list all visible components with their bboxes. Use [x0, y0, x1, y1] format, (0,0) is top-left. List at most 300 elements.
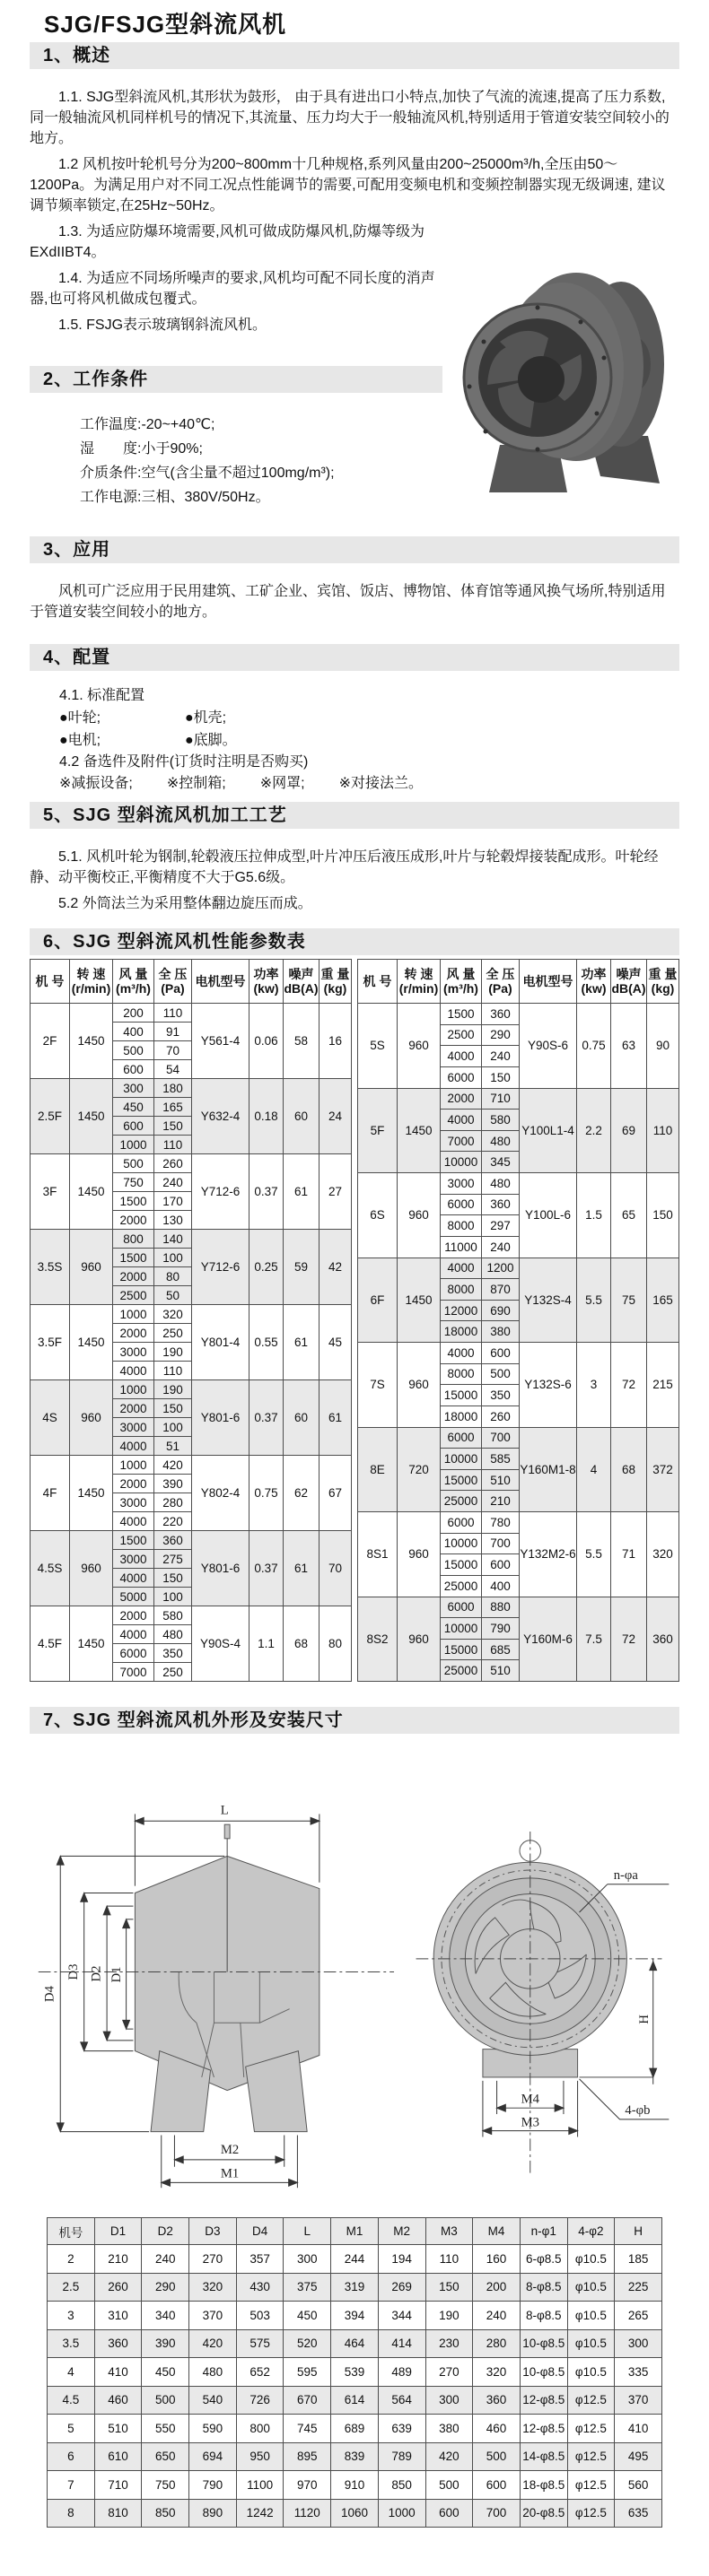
model-cell: 5S — [358, 1004, 398, 1089]
model-cell: 6F — [358, 1258, 398, 1343]
perf-table-right-body — [358, 1004, 679, 1682]
airflow-cell: 15000 — [441, 1639, 482, 1660]
dim-cell: 300 — [615, 2329, 662, 2358]
power-cell: 0.06 — [249, 1004, 284, 1079]
dim-cell: 344 — [378, 2302, 425, 2330]
motor-cell: Y801-6 — [192, 1380, 249, 1456]
airflow-cell: 4000 — [441, 1110, 482, 1131]
pressure-cell: 100 — [154, 1588, 192, 1606]
dim-header-cell: M4 — [473, 2218, 521, 2245]
dim-cell: 450 — [284, 2302, 331, 2330]
airflow-cell: 7000 — [441, 1130, 482, 1152]
power-cell: 0.25 — [249, 1230, 284, 1305]
noise-cell: 68 — [611, 1427, 647, 1512]
dim-row — [48, 2442, 662, 2471]
para-5-2: 5.2 外筒法兰为采用整体翻边旋压而成。 — [58, 896, 312, 911]
perf-row — [31, 1079, 352, 1098]
model-cell: 4F — [31, 1456, 70, 1531]
dim-cell: 5 — [48, 2415, 95, 2443]
dim-cell: 850 — [142, 2499, 189, 2528]
pressure-cell: 80 — [154, 1267, 192, 1286]
dim-cell: 10-φ8.5 — [520, 2329, 567, 2358]
speed-cell: 1450 — [398, 1088, 441, 1173]
para-1-1: 1.1. SJG型斜流风机,其形状为鼓形， 由于具有进出口小特点,加快了气流的流速,提高了压力系数,同一般轴流风机同样机号的情况下,其流量、压力均大于一般轴流风机,特别适用于管道安装空间较小的地方。 — [30, 90, 670, 146]
perf-header-cell: 功率 (kw) — [577, 960, 611, 1004]
airflow-cell: 4000 — [441, 1258, 482, 1279]
pressure-cell: 220 — [154, 1512, 192, 1531]
speed-cell: 1450 — [70, 1079, 113, 1154]
weight-cell: 90 — [647, 1004, 679, 1089]
noise-cell: 61 — [284, 1531, 319, 1606]
dim-cell: 639 — [378, 2415, 425, 2443]
noise-cell: 72 — [611, 1343, 647, 1428]
power-cell: 0.37 — [249, 1531, 284, 1606]
dimension-table — [47, 2217, 662, 2528]
perf-header-cell: 转 速 (r/min) — [398, 960, 441, 1004]
motor-cell: Y160M1-8 — [520, 1427, 577, 1512]
noise-cell: 61 — [284, 1154, 319, 1230]
dim-cell: 726 — [236, 2386, 284, 2415]
pressure-cell: 210 — [482, 1491, 520, 1512]
noise-cell: 69 — [611, 1088, 647, 1173]
dim-cell: 10-φ8.5 — [520, 2358, 567, 2387]
airflow-cell: 4000 — [441, 1343, 482, 1364]
dim-header-cell: M1 — [331, 2218, 379, 2245]
airflow-cell: 600 — [113, 1117, 154, 1136]
dim-cell: 194 — [378, 2245, 425, 2274]
para-1-4: 1.4. 为适应不同场所噪声的要求,风机均可配不同长度的消声器,也可将风机做成包覆式。 — [30, 271, 435, 307]
weight-cell: 42 — [319, 1230, 352, 1305]
dim-row — [48, 2471, 662, 2500]
motor-cell: Y100L-6 — [520, 1173, 577, 1258]
noise-cell: 68 — [284, 1606, 319, 1682]
perf-row — [358, 1173, 679, 1195]
airflow-cell: 200 — [113, 1004, 154, 1023]
dim-cell: 270 — [425, 2358, 473, 2387]
pressure-cell: 100 — [154, 1249, 192, 1267]
dim-cell: 414 — [378, 2329, 425, 2358]
airflow-cell: 10000 — [441, 1449, 482, 1470]
weight-cell: 110 — [647, 1088, 679, 1173]
dim-cell: 420 — [425, 2442, 473, 2471]
perf-header-cell: 风 量 (m³/h) — [441, 960, 482, 1004]
option-item: ※网罩; — [259, 776, 305, 791]
pressure-cell: 165 — [154, 1098, 192, 1117]
dim-cell: 1000 — [378, 2499, 425, 2528]
airflow-cell: 1500 — [113, 1192, 154, 1211]
dim-cell: 480 — [189, 2358, 237, 2387]
perf-row — [31, 1004, 352, 1023]
pressure-cell: 700 — [482, 1533, 520, 1554]
weight-cell: 80 — [319, 1606, 352, 1682]
option-item: ※控制箱; — [166, 776, 226, 791]
perf-header-cell: 全 压 (Pa) — [482, 960, 520, 1004]
airflow-cell: 3000 — [113, 1493, 154, 1512]
dim-cell: 20-φ8.5 — [520, 2499, 567, 2528]
motor-cell: Y100L1-4 — [520, 1088, 577, 1173]
dim-cell: 745 — [284, 2415, 331, 2443]
pressure-cell: 100 — [154, 1418, 192, 1437]
para-1-5: 1.5. FSJG表示玻璃钢斜流风机。 — [58, 318, 267, 333]
dim-cell: 564 — [378, 2386, 425, 2415]
dim-cell: 540 — [189, 2386, 237, 2415]
pressure-cell: 320 — [154, 1305, 192, 1324]
weight-cell: 61 — [319, 1380, 352, 1456]
dim-cell: 185 — [615, 2245, 662, 2274]
pressure-cell: 400 — [482, 1575, 520, 1597]
speed-cell: 1450 — [70, 1004, 113, 1079]
dim-cell: 895 — [284, 2442, 331, 2471]
dim-cell: 360 — [94, 2329, 142, 2358]
model-cell: 3.5F — [31, 1305, 70, 1380]
motor-cell: Y90S-6 — [520, 1004, 577, 1089]
dim-cell: 290 — [142, 2273, 189, 2302]
section-heading-dimensions: 7、SJG 型斜流风机外形及安装尺寸 — [30, 1707, 679, 1734]
airflow-cell: 25000 — [441, 1575, 482, 1597]
airflow-cell: 7000 — [113, 1663, 154, 1682]
dim-cell: 340 — [142, 2302, 189, 2330]
dim-row — [48, 2358, 662, 2387]
side-view-drawing — [30, 1783, 398, 2205]
pressure-cell: 297 — [482, 1215, 520, 1237]
noise-cell: 72 — [611, 1597, 647, 1682]
power-cell: 0.55 — [249, 1305, 284, 1380]
noise-cell: 59 — [284, 1230, 319, 1305]
motor-cell: Y802-4 — [192, 1456, 249, 1531]
dim-cell: 2 — [48, 2245, 95, 2274]
dim-header-cell: 机号 — [48, 2218, 95, 2245]
noise-cell: 61 — [284, 1305, 319, 1380]
para-application: 风机可广泛应用于民用建筑、工矿企业、宾馆、饭店、博物馆、体育馆等通风换气场所,特别适用于管道安装空间较小的地方。 — [30, 584, 666, 620]
pressure-cell: 360 — [482, 1004, 520, 1025]
dim-cell: 410 — [94, 2358, 142, 2387]
airflow-cell: 4000 — [113, 1512, 154, 1531]
section-heading-overview: 1、概述 — [30, 42, 679, 69]
perf-header-cell: 全 压 (Pa) — [154, 960, 192, 1004]
perf-row — [358, 1427, 679, 1449]
airflow-cell: 2000 — [113, 1606, 154, 1625]
speed-cell: 960 — [398, 1343, 441, 1428]
airflow-cell: 1000 — [113, 1136, 154, 1154]
perf-header-row — [358, 960, 679, 1004]
perf-header-cell: 噪声 dB(A) — [284, 960, 319, 1004]
motor-cell: Y160M-6 — [520, 1597, 577, 1682]
dim-cell: 12-φ8.5 — [520, 2415, 567, 2443]
dim-header-cell: D1 — [94, 2218, 142, 2245]
dim-row — [48, 2386, 662, 2415]
dim-cell: 370 — [615, 2386, 662, 2415]
speed-cell: 1450 — [398, 1258, 441, 1343]
dim-cell: 240 — [142, 2245, 189, 2274]
pressure-cell: 480 — [154, 1625, 192, 1644]
dim-cell: 850 — [378, 2471, 425, 2500]
pressure-cell: 150 — [154, 1399, 192, 1418]
model-cell: 5F — [358, 1088, 398, 1173]
airflow-cell: 8000 — [441, 1363, 482, 1385]
airflow-cell: 3000 — [113, 1550, 154, 1569]
airflow-cell: 6000 — [441, 1194, 482, 1215]
dim-header-cell: D4 — [236, 2218, 284, 2245]
perf-row — [358, 1343, 679, 1364]
airflow-cell: 3000 — [441, 1173, 482, 1195]
dim-cell: 320 — [189, 2273, 237, 2302]
dim-cell: 18-φ8.5 — [520, 2471, 567, 2500]
dim-cell: 6-φ8.5 — [520, 2245, 567, 2274]
weight-cell: 67 — [319, 1456, 352, 1531]
dim-header-row — [48, 2218, 662, 2245]
dim-cell: 710 — [94, 2471, 142, 2500]
config-standard-items — [59, 707, 328, 752]
dim-cell: 370 — [189, 2302, 237, 2330]
dim-cell: 160 — [473, 2245, 521, 2274]
dim-cell: 600 — [425, 2499, 473, 2528]
dim-cell: 460 — [94, 2386, 142, 2415]
pressure-cell: 190 — [154, 1380, 192, 1399]
dim-cell: 789 — [378, 2442, 425, 2471]
airflow-cell: 4000 — [113, 1362, 154, 1380]
dim-cell: 7 — [48, 2471, 95, 2500]
airflow-cell: 2500 — [441, 1024, 482, 1046]
dim-cell: φ10.5 — [567, 2273, 615, 2302]
dim-cell: 464 — [331, 2329, 379, 2358]
power-cell: 2.2 — [577, 1088, 611, 1173]
airflow-cell: 300 — [113, 1079, 154, 1098]
airflow-cell: 6000 — [441, 1427, 482, 1449]
dim-cell: 110 — [425, 2245, 473, 2274]
airflow-cell: 800 — [113, 1230, 154, 1249]
dim-cell: 360 — [473, 2386, 521, 2415]
speed-cell: 960 — [398, 1597, 441, 1682]
perf-row — [358, 1258, 679, 1279]
dim-cell: 8 — [48, 2499, 95, 2528]
dim-cell: 1120 — [284, 2499, 331, 2528]
pressure-cell: 360 — [482, 1194, 520, 1215]
airflow-cell: 5000 — [113, 1588, 154, 1606]
pressure-cell: 110 — [154, 1362, 192, 1380]
config-optional-items — [59, 773, 679, 795]
condition-temperature: 工作温度:-20~+40℃; — [80, 417, 215, 432]
config-item: ●机壳; — [185, 710, 227, 726]
airflow-cell: 500 — [113, 1154, 154, 1173]
dim-cell: 950 — [236, 2442, 284, 2471]
airflow-cell: 400 — [113, 1023, 154, 1041]
dim-cell: 269 — [378, 2273, 425, 2302]
airflow-cell: 450 — [113, 1098, 154, 1117]
airflow-cell: 1500 — [441, 1004, 482, 1025]
weight-cell: 215 — [647, 1343, 679, 1428]
front-view-drawing — [398, 1783, 679, 2205]
speed-cell: 1450 — [70, 1305, 113, 1380]
noise-cell: 60 — [284, 1079, 319, 1154]
airflow-cell: 12000 — [441, 1300, 482, 1321]
dim-cell: 4.5 — [48, 2386, 95, 2415]
pressure-cell: 170 — [154, 1192, 192, 1211]
perf-row — [31, 1230, 352, 1249]
pressure-cell: 51 — [154, 1437, 192, 1456]
airflow-cell: 3000 — [113, 1343, 154, 1362]
pressure-cell: 70 — [154, 1041, 192, 1060]
airflow-cell: 750 — [113, 1173, 154, 1192]
dim-header-cell: n-φ1 — [520, 2218, 567, 2245]
weight-cell: 320 — [647, 1512, 679, 1597]
pressure-cell: 510 — [482, 1660, 520, 1682]
airflow-cell: 8000 — [441, 1279, 482, 1301]
para-1-3: 1.3. 为适应防爆环境需要,风机可做成防爆风机,防爆等级为 EXdIIBT4。 — [30, 224, 425, 260]
pressure-cell: 580 — [482, 1110, 520, 1131]
dim-cell: 265 — [615, 2302, 662, 2330]
noise-cell: 63 — [611, 1004, 647, 1089]
airflow-cell: 25000 — [441, 1491, 482, 1512]
pressure-cell: 380 — [482, 1321, 520, 1343]
dim-label-n-phi-a: n-φa — [613, 1867, 638, 1883]
dim-label-M3: M3 — [521, 2115, 539, 2130]
pressure-cell: 420 — [154, 1456, 192, 1475]
dim-cell: φ12.5 — [567, 2442, 615, 2471]
dim-cell: 1242 — [236, 2499, 284, 2528]
pressure-cell: 350 — [482, 1385, 520, 1406]
dim-cell: 3 — [48, 2302, 95, 2330]
dim-cell: 600 — [473, 2471, 521, 2500]
weight-cell: 70 — [319, 1531, 352, 1606]
perf-row — [31, 1531, 352, 1550]
dim-cell: 2.5 — [48, 2273, 95, 2302]
section-heading-performance: 6、SJG 型斜流风机性能参数表 — [30, 928, 679, 955]
noise-cell: 58 — [284, 1004, 319, 1079]
pressure-cell: 390 — [154, 1475, 192, 1493]
dim-cell: 310 — [94, 2302, 142, 2330]
dim-header-cell: 4-φ2 — [567, 2218, 615, 2245]
model-cell: 3F — [31, 1154, 70, 1230]
speed-cell: 960 — [70, 1380, 113, 1456]
pressure-cell: 250 — [154, 1324, 192, 1343]
motor-cell: Y801-4 — [192, 1305, 249, 1380]
pressure-cell: 510 — [482, 1469, 520, 1491]
dim-cell: 380 — [425, 2415, 473, 2443]
model-cell: 6S — [358, 1173, 398, 1258]
motor-cell: Y132S-6 — [520, 1343, 577, 1428]
dim-cell: 450 — [142, 2358, 189, 2387]
power-cell: 5.5 — [577, 1258, 611, 1343]
dim-cell: 280 — [473, 2329, 521, 2358]
section-heading-process: 5、SJG 型斜流风机加工工艺 — [30, 802, 679, 829]
perf-header-cell: 转 速 (r/min) — [70, 960, 113, 1004]
pressure-cell: 350 — [154, 1644, 192, 1663]
dim-cell: 240 — [473, 2302, 521, 2330]
noise-cell: 65 — [611, 1173, 647, 1258]
airflow-cell: 6000 — [441, 1066, 482, 1088]
weight-cell: 165 — [647, 1258, 679, 1343]
airflow-cell: 10000 — [441, 1152, 482, 1173]
perf-row — [31, 1154, 352, 1173]
dim-cell: 394 — [331, 2302, 379, 2330]
airflow-cell: 18000 — [441, 1405, 482, 1427]
dim-cell: 270 — [189, 2245, 237, 2274]
airflow-cell: 1500 — [113, 1531, 154, 1550]
pressure-cell: 140 — [154, 1230, 192, 1249]
config-standard-title: 4.1. 标准配置 — [59, 688, 145, 703]
pressure-cell: 240 — [482, 1236, 520, 1258]
motor-cell: Y90S-4 — [192, 1606, 249, 1682]
pressure-cell: 690 — [482, 1300, 520, 1321]
dim-cell: 190 — [425, 2302, 473, 2330]
dim-cell: 230 — [425, 2329, 473, 2358]
dim-cell: 910 — [331, 2471, 379, 2500]
airflow-cell: 2000 — [113, 1211, 154, 1230]
dim-cell: 460 — [473, 2415, 521, 2443]
airflow-cell: 15000 — [441, 1385, 482, 1406]
dim-header-cell: M2 — [378, 2218, 425, 2245]
dim-header-cell: D2 — [142, 2218, 189, 2245]
dim-cell: 300 — [425, 2386, 473, 2415]
perf-row — [31, 1305, 352, 1324]
pressure-cell: 275 — [154, 1550, 192, 1569]
condition-power-supply: 工作电源:三相、380V/50Hz。 — [80, 490, 270, 505]
dim-cell: 694 — [189, 2442, 237, 2471]
speed-cell: 1450 — [70, 1606, 113, 1682]
airflow-cell: 6000 — [113, 1644, 154, 1663]
pressure-cell: 360 — [154, 1531, 192, 1550]
airflow-cell: 2000 — [113, 1267, 154, 1286]
performance-tables — [30, 959, 679, 1682]
dim-row — [48, 2273, 662, 2302]
motor-cell: Y712-6 — [192, 1230, 249, 1305]
dim-cell: 510 — [94, 2415, 142, 2443]
dim-cell: 489 — [378, 2358, 425, 2387]
airflow-cell: 18000 — [441, 1321, 482, 1343]
dim-row — [48, 2415, 662, 2443]
power-cell: 1.1 — [249, 1606, 284, 1682]
dimension-drawings — [30, 1783, 679, 2205]
perf-header-cell: 风 量 (m³/h) — [113, 960, 154, 1004]
perf-table-right-head — [358, 960, 679, 1004]
airflow-cell: 4000 — [113, 1569, 154, 1588]
perf-row — [358, 1512, 679, 1534]
pressure-cell: 290 — [482, 1024, 520, 1046]
perf-table-left-head — [31, 960, 352, 1004]
dim-cell: 390 — [142, 2329, 189, 2358]
dim-cell: 839 — [331, 2442, 379, 2471]
configuration-block — [59, 685, 679, 795]
airflow-cell: 4000 — [441, 1046, 482, 1067]
airflow-cell: 500 — [113, 1041, 154, 1060]
model-cell: 4.5S — [31, 1531, 70, 1606]
pressure-cell: 1200 — [482, 1258, 520, 1279]
speed-cell: 960 — [70, 1531, 113, 1606]
dim-cell: 357 — [236, 2245, 284, 2274]
pressure-cell: 580 — [154, 1606, 192, 1625]
noise-cell: 75 — [611, 1258, 647, 1343]
airflow-cell: 2000 — [113, 1475, 154, 1493]
dim-cell: 260 — [94, 2273, 142, 2302]
dim-cell: 420 — [189, 2329, 237, 2358]
config-optional-title: 4.2 备选件及附件(订货时注明是否购买) — [59, 754, 309, 770]
dim-label-H: H — [636, 2015, 652, 2024]
dim-row — [48, 2302, 662, 2330]
perf-header-cell: 重 量 (kg) — [647, 960, 679, 1004]
dim-label-D1: D1 — [109, 1966, 124, 1983]
perf-row — [358, 1004, 679, 1025]
model-cell: 4S — [31, 1380, 70, 1456]
model-cell: 3.5S — [31, 1230, 70, 1305]
section-heading-configuration: 4、配置 — [30, 644, 679, 671]
motor-cell: Y632-4 — [192, 1079, 249, 1154]
dim-cell: 430 — [236, 2273, 284, 2302]
dim-cell: φ12.5 — [567, 2471, 615, 2500]
airflow-cell: 11000 — [441, 1236, 482, 1258]
dim-cell: 1060 — [331, 2499, 379, 2528]
perf-header-cell: 电机型号 — [192, 960, 249, 1004]
airflow-cell: 2000 — [113, 1324, 154, 1343]
